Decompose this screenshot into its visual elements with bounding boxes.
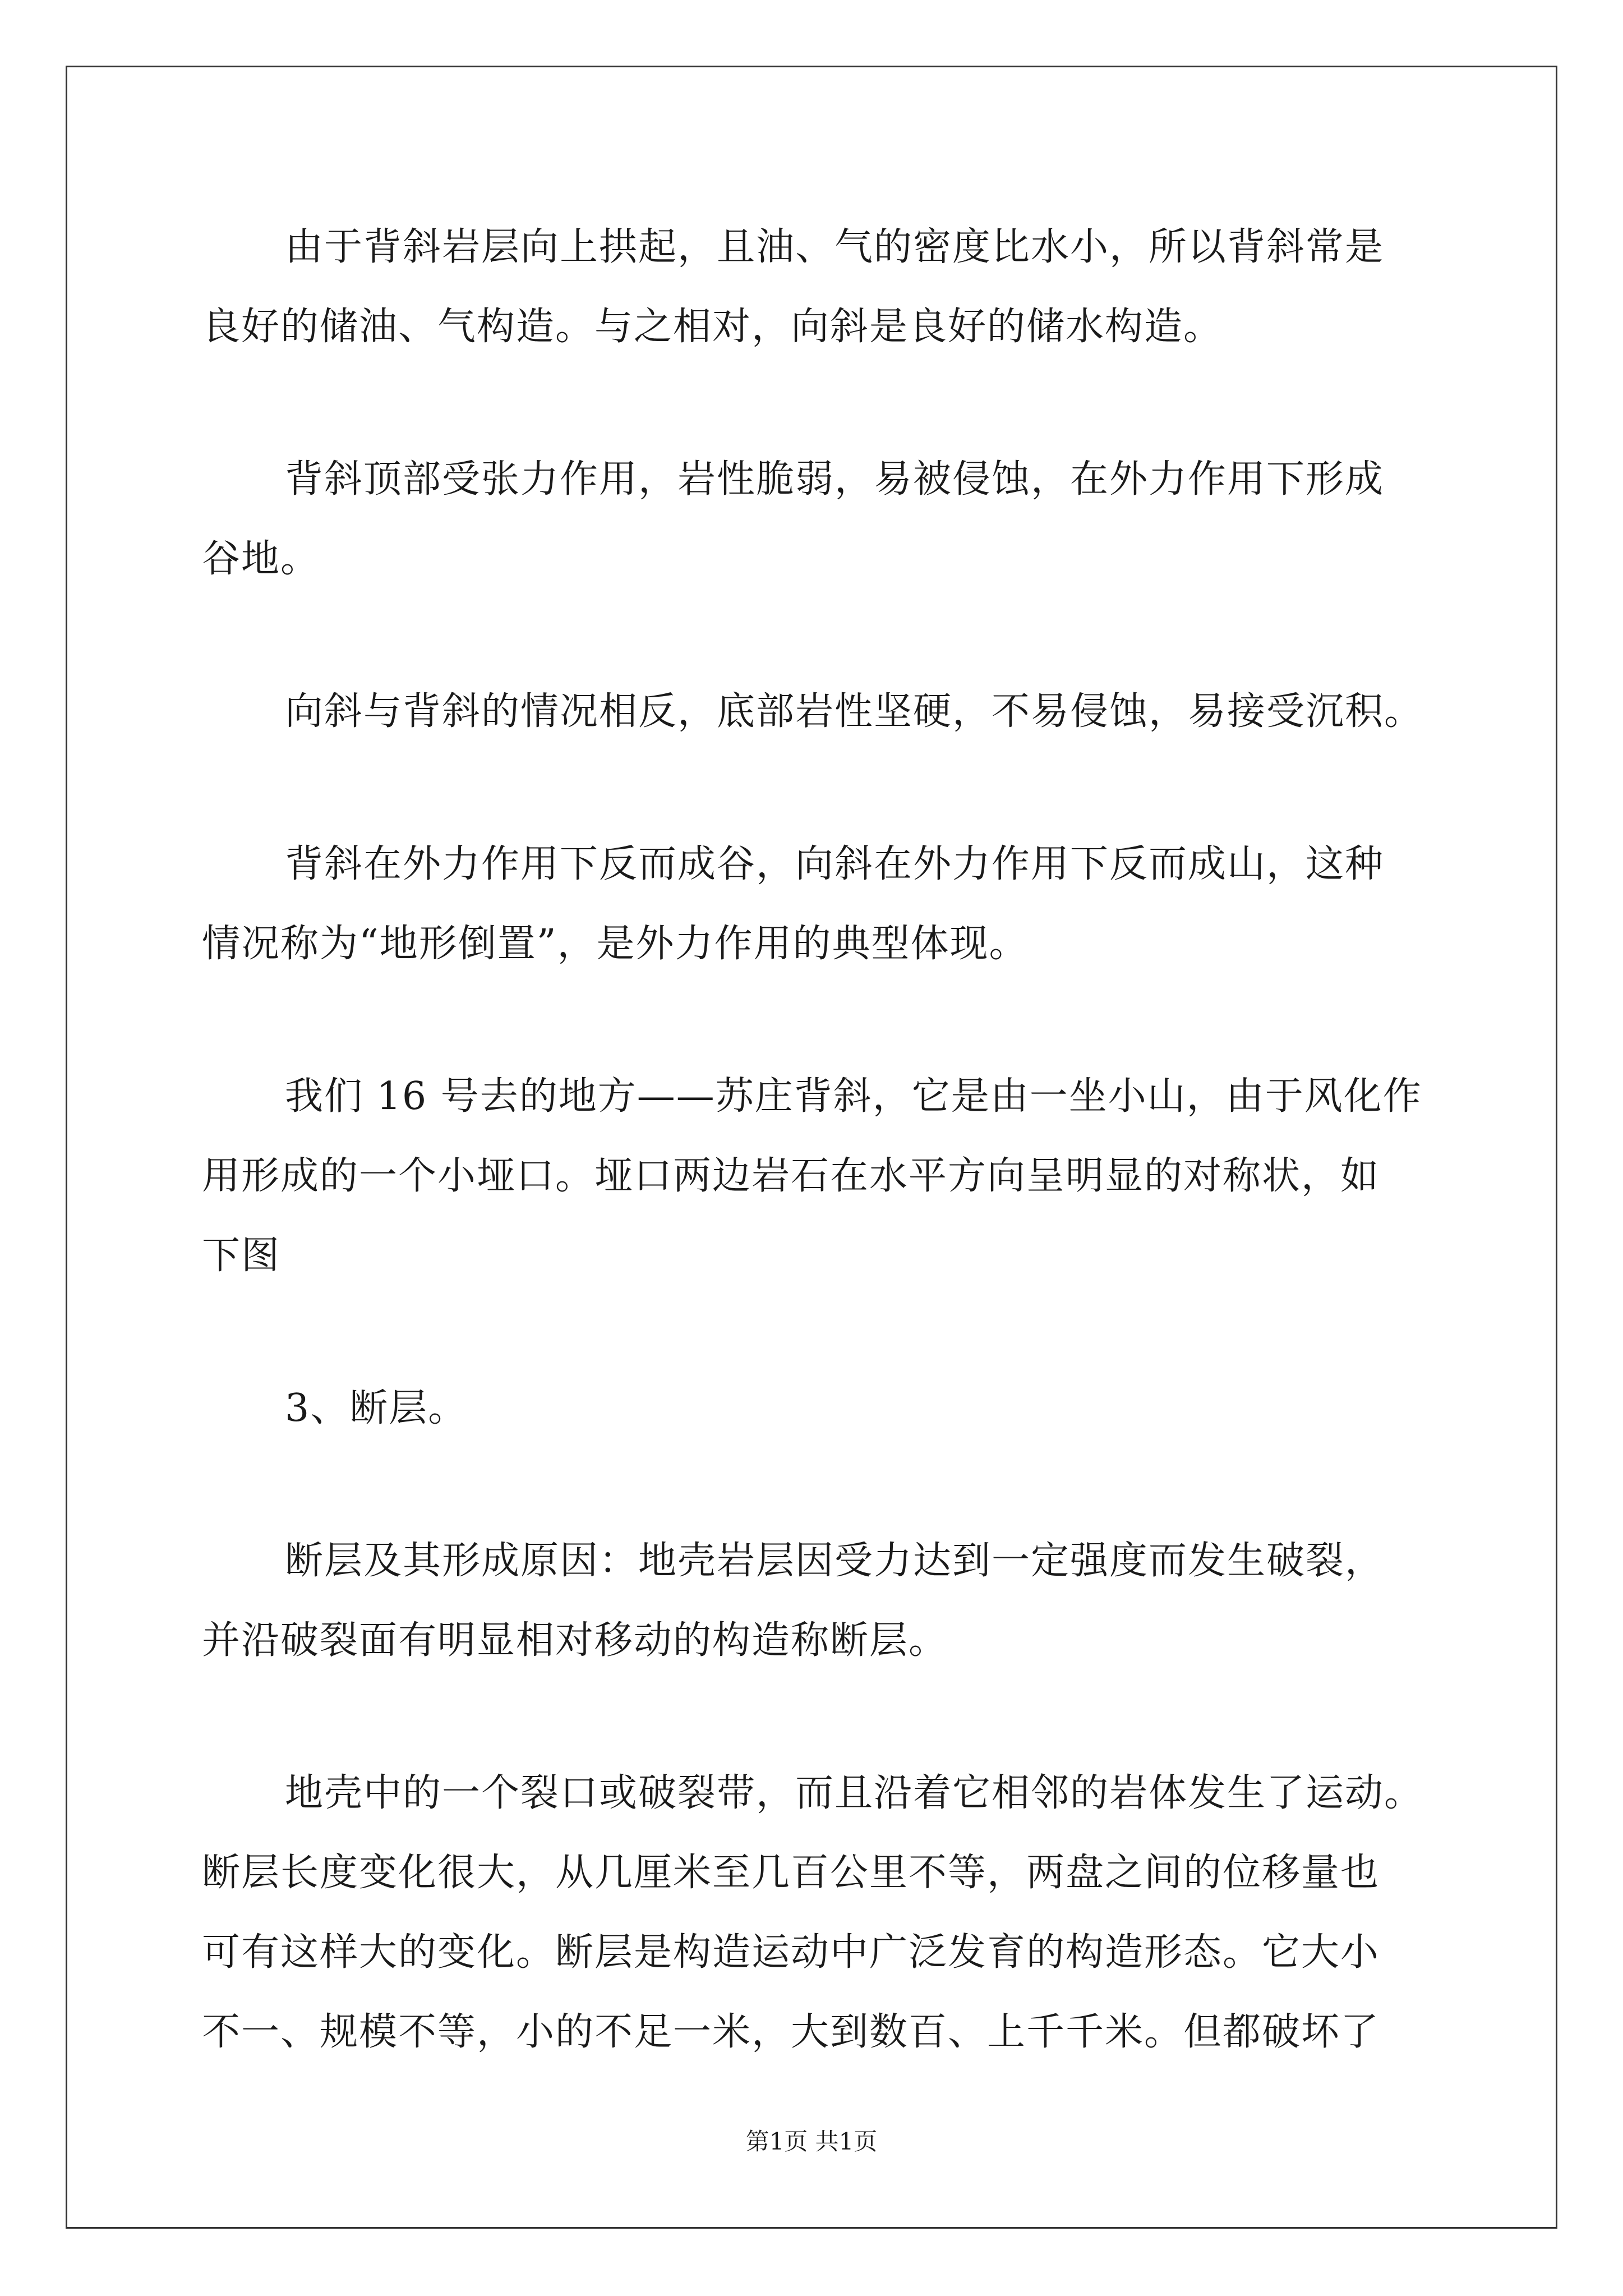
paragraph: [202, 1057, 1430, 1296]
text-line: 断层长度变化很大，从几厘米至几百公里不等，两盘之间的位移量也: [202, 1851, 1380, 1895]
text-line: 3、断层。: [285, 1386, 468, 1430]
document-body: [202, 208, 1430, 2072]
paragraph: [202, 1521, 1430, 1681]
text-line: 良好的储油、气构造。与之相对，向斜是良好的储水构造。: [202, 305, 1223, 349]
text-line: 背斜顶部受张力作用，岩性脆弱，易被侵蚀，在外力作用下形成: [285, 457, 1385, 501]
text-line: 不一、规模不等，小的不足一米，大到数百、上千千米。但都破坏了: [202, 2010, 1380, 2054]
paragraph: [202, 440, 1430, 599]
text-line: 断层及其形成原因：地壳岩层因受力达到一定强度而发生破裂，: [285, 1539, 1385, 1583]
text-line: 背斜在外力作用下反而成谷，向斜在外力作用下反而成山，这种: [285, 842, 1385, 886]
paragraph: [202, 825, 1430, 984]
paragraph: [202, 672, 1430, 752]
text-line: 并沿破裂面有明显相对移动的构造称断层。: [202, 1618, 948, 1663]
text-line: 情况称为“地形倒置”，是外力作用的典型体现。: [202, 922, 1029, 966]
text-line: 谷地。: [202, 537, 320, 581]
text-line: 用形成的一个小垭口。垭口两边岩石在水平方向呈明显的对称状，如: [202, 1154, 1380, 1198]
text-line: 我们 16 号去的地方——苏庄背斜，它是由一坐小山，由于风化作: [285, 1074, 1422, 1119]
text-line: 地壳中的一个裂口或破裂带，而且沿着它相邻的岩体发生了运动。: [285, 1771, 1424, 1815]
text-line: 下图: [202, 1234, 281, 1278]
paragraph: [202, 1754, 1430, 2072]
section-heading: [202, 1369, 1430, 1448]
text-line: 可有这样大的变化。断层是构造运动中广泛发育的构造形态。它大小: [202, 1930, 1380, 1975]
text-line: 由于背斜岩层向上拱起，且油、气的密度比水小，所以背斜常是: [285, 225, 1385, 269]
page-number-footer: 第1页 共1页: [745, 2128, 878, 2155]
paragraph: [202, 208, 1430, 367]
text-line: 向斜与背斜的情况相反，底部岩性坚硬，不易侵蚀，易接受沉积。: [285, 689, 1424, 734]
